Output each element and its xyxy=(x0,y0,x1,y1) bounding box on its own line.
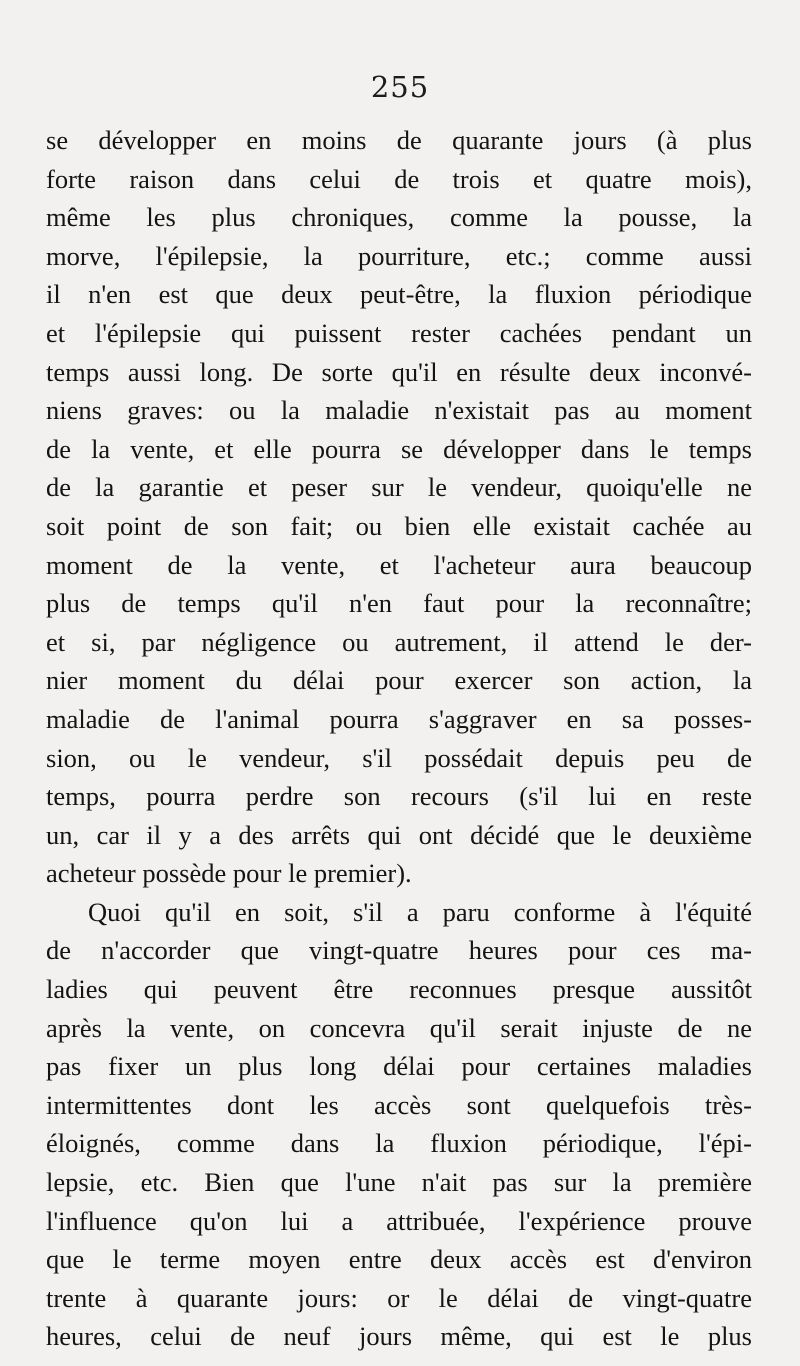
text-line: après la vente, on concevra qu'il serait injuste de ne xyxy=(46,1012,752,1043)
text-line: il n'en est que deux peut-être, la fluxion périodique xyxy=(46,279,752,310)
text-line: temps, pourra perdre son recours (s'il lui en reste xyxy=(46,781,752,812)
text-line: même les plus chroniques, comme la pousse, la xyxy=(46,202,752,233)
text-line: morve, l'épilepsie, la pourriture, etc.; comme aussi xyxy=(46,240,752,271)
text-line: soit point de son fait; ou bien elle existait cachée au xyxy=(46,510,752,541)
text-line: un, car il y a des arrêts qui ont décidé que le deuxième xyxy=(46,819,752,850)
text-line: trente à quarante jours: or le délai de vingt-quatre xyxy=(46,1282,752,1313)
page-number: 255 xyxy=(370,70,430,104)
text-line: temps aussi long. De sorte qu'il en résulte deux inconvé- xyxy=(46,356,752,387)
text-line: et si, par négligence ou autrement, il attend le der- xyxy=(46,626,752,657)
paragraph-first-line: Quoi qu'il en soit, s'il a paru conforme à l'équité xyxy=(88,896,752,927)
text-line: sion, ou le vendeur, s'il possédait depuis peu de xyxy=(46,742,752,773)
text-line: heures, celui de neuf jours même, qui est le plus xyxy=(46,1321,752,1352)
text-line: l'influence qu'on lui a attribuée, l'expérience prouve xyxy=(46,1205,752,1236)
text-line: de la garantie et peser sur le vendeur, quoiqu'elle ne xyxy=(46,472,752,503)
text-line: pas fixer un plus long délai pour certaines maladies xyxy=(46,1051,752,1082)
text-line: de la vente, et elle pourra se développer dans le temps xyxy=(46,433,752,464)
text-line: se développer en moins de quarante jours (à plus xyxy=(46,125,752,155)
text-line: de n'accorder que vingt-quatre heures pour ces ma- xyxy=(46,935,752,966)
text-line: lepsie, etc. Bien que l'une n'ait pas sur la première xyxy=(46,1167,752,1198)
text-line: ladies qui peuvent être reconnues presque aussitôt xyxy=(46,974,752,1005)
paragraph-last-line: acheteur possède pour le premier). xyxy=(46,858,412,889)
text-line: éloignés, comme dans la fluxion périodique, l'épi- xyxy=(46,1128,752,1159)
text-line: niens graves: ou la maladie n'existait pas au moment xyxy=(46,395,752,426)
text-line: forte raison dans celui de trois et quatre mois), xyxy=(46,163,752,194)
body-text xyxy=(46,121,752,1356)
text-line: intermittentes dont les accès sont quelquefois très- xyxy=(46,1089,752,1120)
text-line: nier moment du délai pour exercer son action, la xyxy=(46,665,752,696)
text-line: que le terme moyen entre deux accès est d'environ xyxy=(46,1244,752,1275)
text-line: plus de temps qu'il n'en faut pour la reconnaître; xyxy=(46,588,752,619)
text-line: moment de la vente, et l'acheteur aura beaucoup xyxy=(46,549,752,580)
text-line: maladie de l'animal pourra s'aggraver en sa posses- xyxy=(46,703,752,734)
text-line: et l'épilepsie qui puissent rester cachées pendant un xyxy=(46,317,752,348)
